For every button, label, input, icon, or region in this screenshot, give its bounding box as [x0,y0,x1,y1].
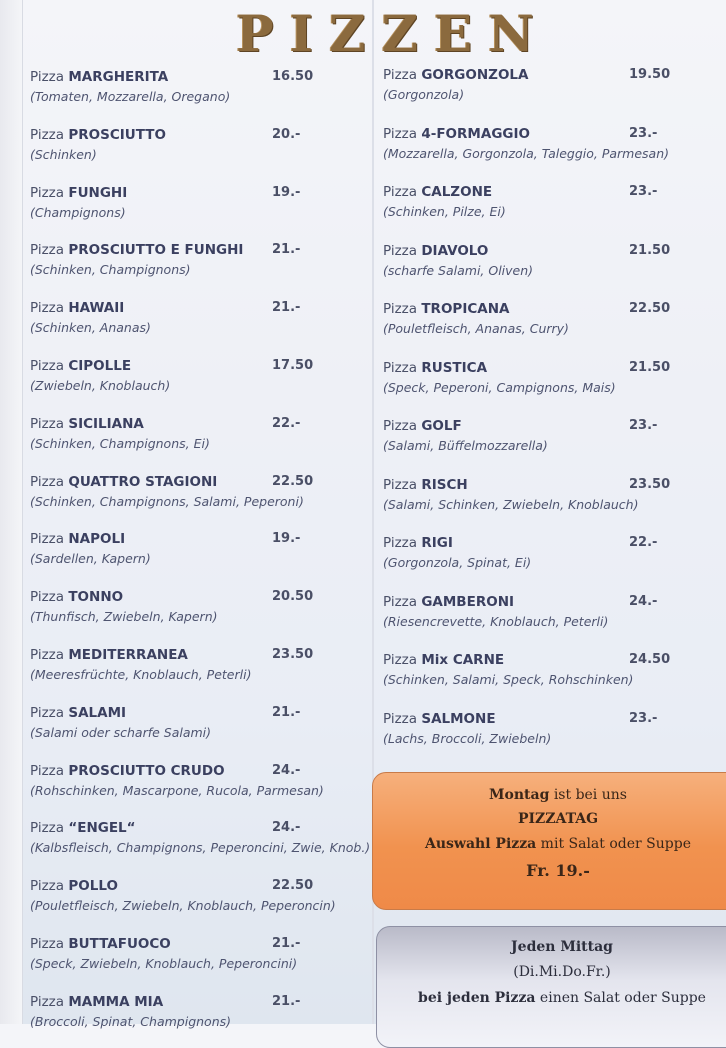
promo-noon-line3-rest: einen Salat oder Suppe [535,990,706,1006]
item-prefix: Pizza [383,125,418,142]
item-name [30,474,217,490]
item-ingredients: (Pouletfleisch, Ananas, Curry) [383,321,569,336]
item-price: 23.- [629,710,658,726]
item-ingredients: (Schinken, Champignons, Ei) [30,435,210,451]
item-name [30,647,188,663]
menu-title: PIZZEN [236,4,550,63]
item-price: 20.- [272,126,301,142]
item-price: 21.- [272,300,301,316]
menu-item [383,477,713,525]
item-ingredients: (Kalbsfleisch, Champignons, Peperoncini, Zwie, Knob.) [30,840,371,856]
item-ingredients: (Schinken, Salami, Speck, Rohschinken) [383,672,634,687]
daily-lunch-box [376,926,726,1048]
item-title: DIAVOLO [421,242,489,259]
item-name [30,358,131,374]
item-prefix: Pizza [383,652,418,668]
item-price: 17.50 [272,358,314,373]
menu-item [30,358,370,406]
item-prefix: Pizza [30,184,65,201]
item-price: 24.- [629,593,658,609]
item-ingredients: (Lachs, Broccoli, Zwiebeln) [383,730,552,746]
item-price: 23.- [629,418,658,433]
item-title: QUATTRO STAGIONI [68,473,218,490]
item-prefix: Pizza [30,936,65,952]
menu-item [30,531,370,579]
menu-item [383,67,713,115]
menu-item [383,594,713,642]
promo-monday-line3-rest: mit Salat oder Suppe [536,836,691,852]
item-title: POLLO [68,878,118,895]
item-name [383,301,509,317]
menu-item [30,647,370,695]
item-name [30,705,126,721]
item-name [30,763,225,779]
item-name [30,994,163,1010]
page-left-edge [0,0,23,1024]
item-prefix: Pizza [30,126,65,143]
promo-noon-line3 [377,990,726,1006]
item-price: 22.- [629,535,658,550]
item-name [30,300,124,316]
promo-noon-title [377,939,726,955]
item-title: PROSCIUTTO E FUNGHI [68,242,244,259]
promo-monday-line1-rest: ist bei uns [549,787,627,803]
item-name [383,126,530,142]
item-name [30,936,171,952]
item-ingredients: (Schinken, Ananas) [30,320,151,336]
menu-item [383,126,713,174]
item-prefix: Pizza [383,710,418,727]
item-prefix: Pizza [30,473,65,490]
menu-item [30,127,370,175]
item-title: SALAMI [68,704,127,721]
item-ingredients: (Schinken) [30,146,97,162]
item-title: HAWAII [68,300,125,317]
menu-item [30,705,370,753]
item-name [383,184,492,200]
menu-item [383,535,713,583]
menu-item [383,360,713,408]
item-name [30,589,123,605]
item-ingredients: (Salami oder scharfe Salami) [30,724,212,740]
menu-item [30,878,370,926]
item-title: MARGHERITA [68,69,169,85]
item-price: 23.50 [629,476,671,492]
item-price: 19.- [272,531,301,547]
menu-item [30,994,370,1042]
item-prefix: Pizza [383,418,418,434]
item-price: 20.50 [272,589,314,605]
item-price: 21.- [272,993,301,1009]
item-prefix: Pizza [30,242,65,259]
item-title: CALZONE [421,184,493,200]
monday-pizzatag-box [372,772,726,910]
item-prefix: Pizza [30,300,65,317]
item-ingredients: (Tomaten, Mozzarella, Oregano) [30,89,231,104]
menu-item [383,418,713,466]
item-name [383,243,488,259]
item-name [30,416,144,432]
item-ingredients: (Salami, Büffelmozzarella) [383,438,548,453]
item-name [30,185,127,201]
item-price: 22.- [272,415,301,431]
item-ingredients: (Zwiebeln, Knoblauch) [30,378,171,393]
item-price: 21.50 [629,242,671,258]
item-price: 16.50 [272,69,314,84]
item-ingredients: (Meeresfrüchte, Knoblauch, Peterli) [30,667,252,682]
item-title: TROPICANA [421,301,510,317]
item-name [30,878,118,894]
item-title: GOLF [421,418,462,434]
item-prefix: Pizza [383,67,418,83]
promo-noon-line1: Jeden Mittag [511,939,613,955]
item-title: GAMBERONI [421,593,515,610]
menu-item [383,711,713,759]
item-name [383,67,528,83]
item-title: TONNO [68,589,124,606]
item-price: 22.50 [629,301,671,316]
item-name [383,594,514,610]
item-prefix: Pizza [383,242,418,259]
item-price: 22.50 [272,878,314,894]
item-title: CIPOLLE [68,358,132,374]
item-prefix: Pizza [30,531,65,548]
item-prefix: Pizza [30,415,65,432]
menu-item [30,589,370,637]
item-name [30,127,166,143]
menu-item [30,300,370,348]
item-prefix: Pizza [30,358,65,374]
item-ingredients: (Broccoli, Spinat, Champignons) [30,1013,232,1029]
item-ingredients: (Gorgonzola) [383,87,465,102]
item-ingredients: (Rohschinken, Mascarpone, Rucola, Parmesan) [30,782,324,798]
item-prefix: Pizza [30,993,65,1010]
item-name [30,242,243,258]
item-price: 24.- [272,762,301,778]
promo-monday-day: Montag [489,787,550,803]
menu-item [383,652,713,700]
item-title: FUNGHI [68,184,128,201]
item-title: Mix CARNE [421,652,505,668]
item-ingredients: (Mozzarella, Gorgonzola, Taleggio, Parmesan) [383,145,669,161]
item-name [30,69,168,85]
promo-noon-line3-bold: bei jeden Pizza [418,990,536,1006]
item-ingredients: (Schinken, Pilze, Ei) [383,204,506,219]
menu-item [30,820,370,868]
item-prefix: Pizza [30,647,65,663]
item-ingredients: (Riesencrevette, Knoblauch, Peterli) [383,613,609,629]
item-price: 24.- [272,820,301,836]
menu-item [383,301,713,349]
item-ingredients: (Speck, Peperoni, Campignons, Mais) [383,379,616,395]
item-title: 4-FORMAGGIO [421,125,530,142]
item-title: PROSCIUTTO CRUDO [68,762,225,779]
item-prefix: Pizza [383,476,418,493]
item-prefix: Pizza [383,593,418,610]
item-prefix: Pizza [30,878,65,895]
item-title: MEDITERRANEA [68,647,188,663]
menu-item [30,185,370,233]
item-price: 21.- [272,242,301,258]
item-title: PROSCIUTTO [68,126,166,143]
item-name [383,477,468,493]
promo-monday-price [373,861,726,880]
item-name [383,711,496,727]
menu-item [383,184,713,232]
menu-item [30,763,370,811]
menu-item [30,936,370,984]
item-price: 21.- [272,704,301,720]
item-ingredients: (Speck, Zwiebeln, Knoblauch, Peperoncini) [30,956,298,971]
item-name [30,531,125,547]
item-price: 19.50 [629,67,671,82]
item-ingredients: (Champignons) [30,204,126,220]
item-name [383,535,453,551]
item-title: SALMONE [421,710,496,727]
item-title: BUTTAFUOCO [68,936,171,952]
promo-monday-line2: PIZZATAG [517,811,599,827]
item-price: 21.50 [629,359,671,375]
item-prefix: Pizza [383,184,418,200]
item-prefix: Pizza [30,762,65,779]
item-title: GORGONZOLA [421,67,529,83]
item-prefix: Pizza [30,704,65,721]
item-title: SICILIANA [68,415,144,432]
item-prefix: Pizza [30,589,65,606]
item-price: 19.- [272,184,301,200]
item-ingredients: (Schinken, Champignons, Salami, Peperoni) [30,493,304,509]
item-title: MAMMA MIA [68,993,164,1010]
item-ingredients: (Schinken, Champignons) [30,262,191,278]
item-title: “ENGEL“ [68,820,136,837]
item-title: NAPOLI [68,531,126,548]
item-title: RISCH [421,476,468,493]
promo-monday-line1 [373,787,726,803]
item-name [383,652,504,668]
promo-monday-pizzatag [373,811,726,827]
menu-item [30,69,370,117]
item-ingredients: (Thunfisch, Zwiebeln, Kapern) [30,609,218,625]
menu-item [30,242,370,290]
item-name [383,360,487,376]
item-price: 21.- [272,936,301,951]
item-ingredients: (Gorgonzola, Spinat, Ei) [383,555,532,570]
item-ingredients: (Sardellen, Kapern) [30,551,151,567]
item-prefix: Pizza [383,535,418,551]
item-title: RIGI [421,535,453,551]
item-prefix: Pizza [30,69,65,85]
menu-item [30,474,370,522]
item-price: 22.50 [272,473,314,489]
item-ingredients: (Pouletfleisch, Zwiebeln, Knoblauch, Peperoncin) [30,898,336,914]
item-title: RUSTICA [421,359,488,376]
item-ingredients: (Salami, Schinken, Zwiebeln, Knoblauch) [383,496,639,512]
menu-item [30,416,370,464]
promo-monday-price-text: Fr. 19.- [526,861,590,880]
item-price: 24.50 [629,652,671,667]
item-prefix: Pizza [30,820,65,837]
item-price: 23.50 [272,647,314,662]
menu-item [383,243,713,291]
item-price: 23.- [629,125,658,141]
item-name [383,418,462,434]
promo-monday-line3-bold: Auswahl Pizza [425,836,537,852]
item-name [30,820,136,836]
item-price: 23.- [629,184,658,199]
promo-monday-line3 [373,836,726,852]
item-prefix: Pizza [383,301,418,317]
promo-noon-days: (Di.Mi.Do.Fr.) [513,964,611,980]
item-ingredients: (scharfe Salami, Oliven) [383,262,534,278]
item-prefix: Pizza [383,359,418,376]
